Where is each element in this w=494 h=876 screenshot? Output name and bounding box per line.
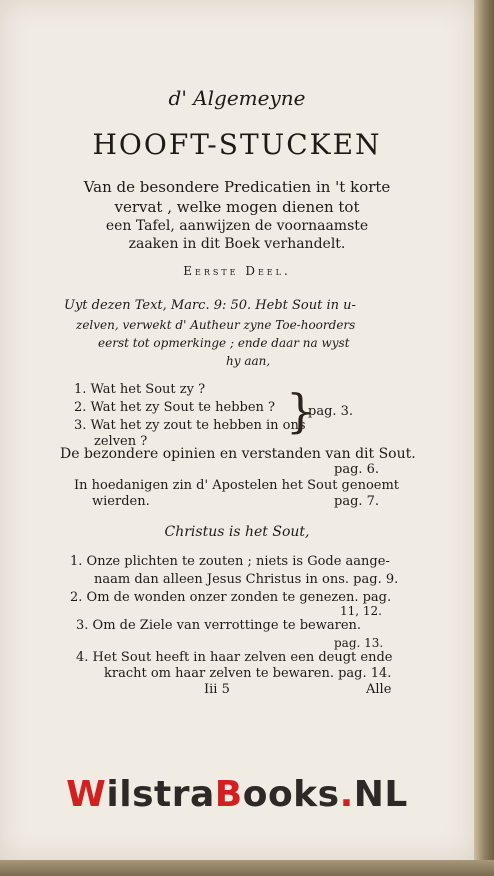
intro-line-1: Uyt dezen Text, Marc. 9: 50. Hebt Sout in u- (64, 298, 356, 313)
intro-line-3: eerst tot opmerkinge ; ende daar na wyst (98, 336, 350, 350)
point-1-cont: naam dan alleen Jesus Christus in ons. pag. 9. (94, 572, 399, 587)
watermark-logo (0, 774, 474, 815)
opinions-page-ref: pag. 6. (334, 462, 380, 477)
brace-icon: } (286, 384, 316, 438)
watermark-part-4: ooks (242, 774, 340, 815)
subtitle-line-4: zaaken in dit Boek verhandelt. (128, 236, 346, 252)
watermark-part-1: W (66, 774, 107, 815)
questions-page-ref: pag. 3. (308, 404, 354, 419)
apostles-line: In hoedanigen zin d' Apostelen het Sout genoemt (74, 478, 400, 493)
section-heading: Eerste Deel. (183, 264, 291, 278)
signature-mark: Iii 5 (204, 682, 230, 697)
page-title: HOOFT-STUCKEN (92, 128, 382, 161)
christ-heading: Christus is het Sout, (164, 524, 310, 540)
subtitle-line-3: een Tafel, aanwijzen de voornaamste (105, 218, 369, 234)
question-3-cont: zelven ? (94, 434, 148, 449)
point-4: 4. Het Sout heeft in haar zelven een deugt ende (76, 650, 393, 665)
pre-title: d' Algemeyne (168, 86, 306, 110)
subtitle-line-1: Van de besondere Predicatien in 't korte (83, 178, 391, 196)
intro-line-2: zelven, verwekt d' Autheur zyne Toe-hoorders (76, 318, 356, 332)
subtitle-line-2: vervat , welke mogen dienen tot (114, 198, 360, 216)
catchword: Alle (366, 682, 392, 697)
opinions-line: De bezondere opinien en verstanden van dit Sout. (60, 446, 416, 462)
point-3-ref: pag. 13. (334, 636, 384, 650)
intro-line-4: hy aan, (226, 354, 271, 368)
point-1: 1. Onze plichten te zouten ; niets is Gode aange- (70, 554, 390, 569)
page-bottom-edge (0, 860, 494, 876)
apostles-page-ref: pag. 7. (334, 494, 380, 509)
question-3: 3. Wat het zy zout te hebben in ons (74, 418, 306, 433)
watermark-part-5: . (339, 774, 354, 815)
point-2-ref: 11, 12. (340, 604, 382, 618)
apostles-line-cont: wierden. (92, 494, 150, 509)
question-1: 1. Wat het Sout zy ? (74, 382, 206, 397)
watermark-part-3: B (214, 774, 243, 815)
point-2: 2. Om de wonden onzer zonden te genezen. pag. (70, 590, 392, 605)
watermark-part-6: NL (353, 774, 408, 815)
point-4-cont: kracht om haar zelven te bewaren. pag. 14. (104, 666, 392, 681)
question-2: 2. Wat het zy Sout te hebben ? (74, 400, 276, 415)
watermark-part-2: ilstra (106, 774, 215, 815)
page-edge (474, 0, 494, 876)
point-3: 3. Om de Ziele van verrottinge te bewaren. (76, 618, 362, 633)
